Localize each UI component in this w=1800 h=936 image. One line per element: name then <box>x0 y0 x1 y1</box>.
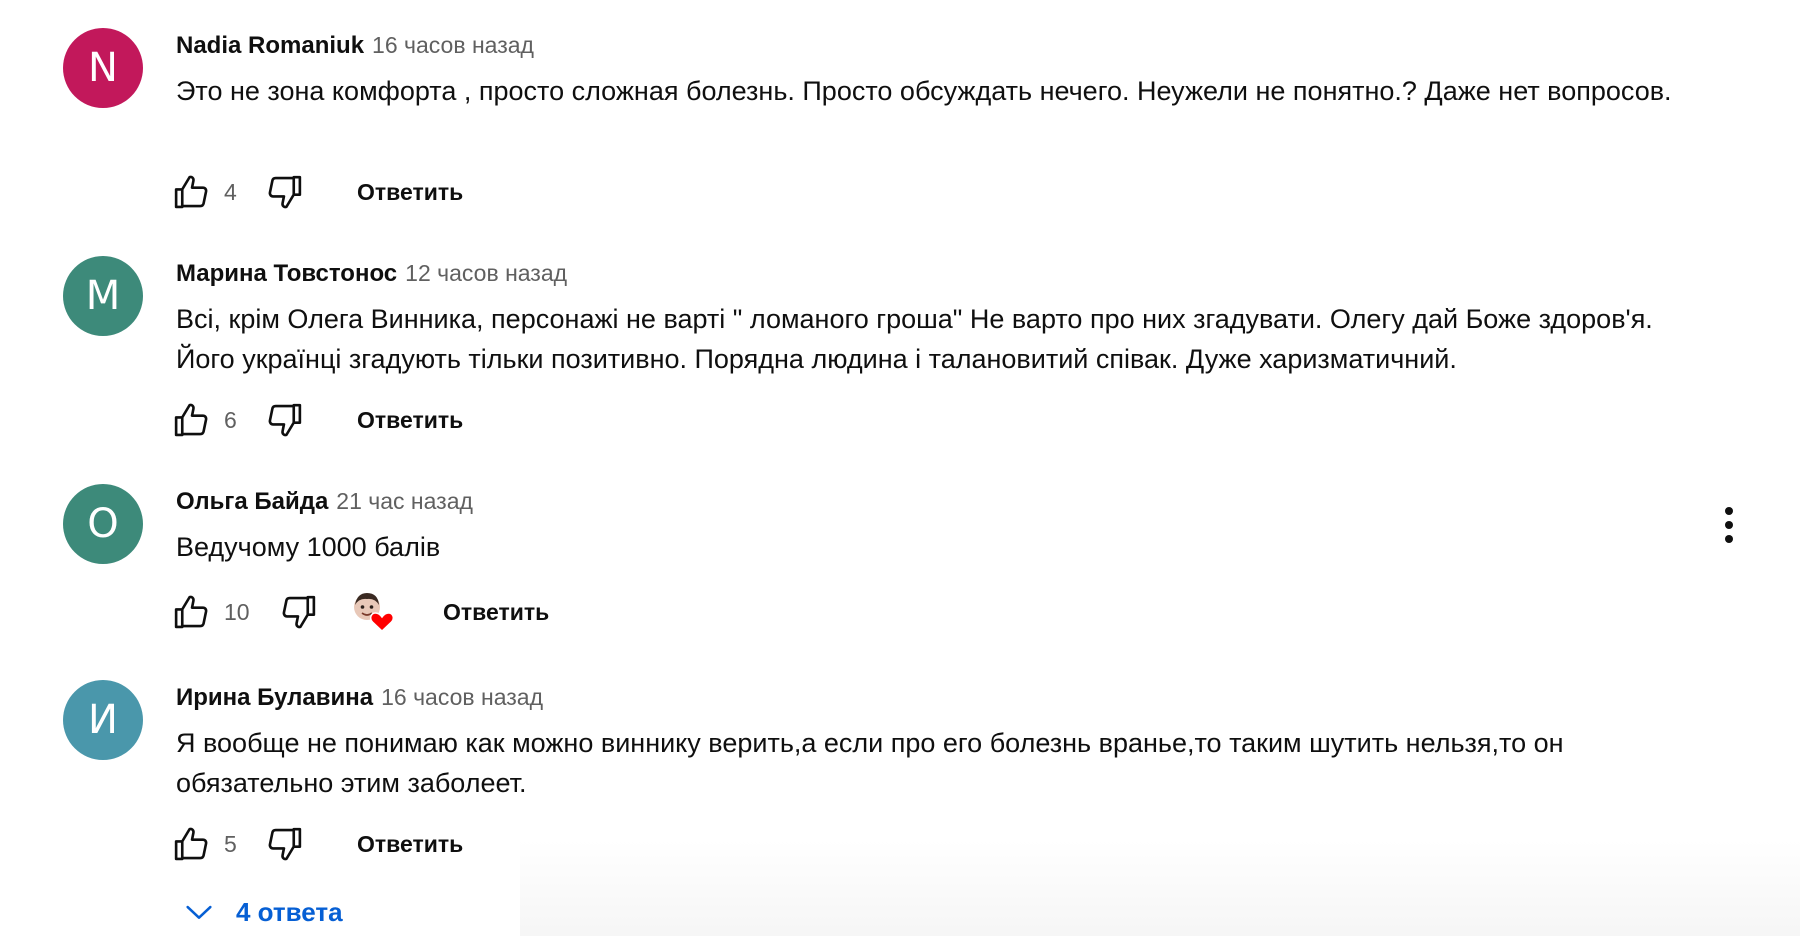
thumbs-up-icon <box>170 399 212 441</box>
scroll-fade <box>520 840 1800 936</box>
thumbs-up-icon <box>170 591 212 633</box>
thumbs-up-icon <box>170 823 212 865</box>
creator-heart-icon <box>350 589 396 635</box>
comment-time[interactable]: 12 часов назад <box>405 260 568 286</box>
like-count: 5 <box>224 830 237 857</box>
comment-time[interactable]: 16 часов назад <box>372 32 534 58</box>
author-name[interactable]: Nadia Romaniuk <box>176 32 365 59</box>
reply-button[interactable]: Ответить <box>357 830 464 857</box>
author-name[interactable]: Ольга Байда <box>176 488 329 515</box>
thumbs-up-icon <box>170 171 212 213</box>
thumbs-down-icon <box>264 171 306 213</box>
dislike-button[interactable] <box>264 170 306 214</box>
comment-header <box>176 258 567 289</box>
author-name[interactable]: Ирина Булавина <box>176 684 374 711</box>
like-button[interactable] <box>170 398 212 442</box>
creator-heart[interactable] <box>350 590 396 634</box>
show-replies-button[interactable] <box>182 890 343 934</box>
dislike-button[interactable] <box>278 590 320 634</box>
chevron-down-icon <box>182 895 216 929</box>
dislike-button[interactable] <box>264 822 306 866</box>
reply-button[interactable]: Ответить <box>443 598 550 625</box>
like-button[interactable] <box>170 170 212 214</box>
author-name[interactable]: Марина Товстонос <box>176 260 398 287</box>
comment-text: Ведучому 1000 балів <box>176 532 441 562</box>
avatar[interactable]: N <box>63 28 143 108</box>
thumbs-down-icon <box>264 823 306 865</box>
avatar[interactable]: И <box>63 680 143 760</box>
comment-time[interactable]: 21 час назад <box>336 488 473 514</box>
avatar[interactable]: О <box>63 484 143 564</box>
comment-header <box>176 682 543 713</box>
comment-text: Я вообще не понимаю как можно виннику верить,а если про его болезнь вранье,то таким шутить нельзя,то он обязательно этим заболеет. <box>176 728 1564 798</box>
like-button[interactable] <box>170 822 212 866</box>
comment-header <box>176 486 473 517</box>
comment-header <box>176 30 534 61</box>
like-count: 10 <box>224 598 250 625</box>
replies-count-label: 4 ответа <box>236 896 343 927</box>
reply-button[interactable]: Ответить <box>357 406 464 433</box>
avatar[interactable]: M <box>63 256 143 336</box>
like-count: 6 <box>224 406 237 433</box>
like-count: 4 <box>224 178 237 205</box>
comment-text: Всі, крім Олега Винника, персонажі не варті " ломаного гроша" Не варто про них згадувати. Олегу дай Боже здоров'я. Його українці згадують тільки позитивно. Порядна людина і талановитий співак. Дуже харизматичний. <box>176 304 1653 374</box>
like-button[interactable] <box>170 590 212 634</box>
thumbs-down-icon <box>264 399 306 441</box>
comment-time[interactable]: 16 часов назад <box>381 684 543 710</box>
more-actions-button[interactable] <box>1718 505 1740 545</box>
thumbs-down-icon <box>278 591 320 633</box>
comment-text: Это не зона комфорта , просто сложная болезнь. Просто обсуждать нечего. Неужели не понятно.? Даже нет вопросов. <box>176 76 1672 106</box>
reply-button[interactable]: Ответить <box>357 178 464 205</box>
dislike-button[interactable] <box>264 398 306 442</box>
